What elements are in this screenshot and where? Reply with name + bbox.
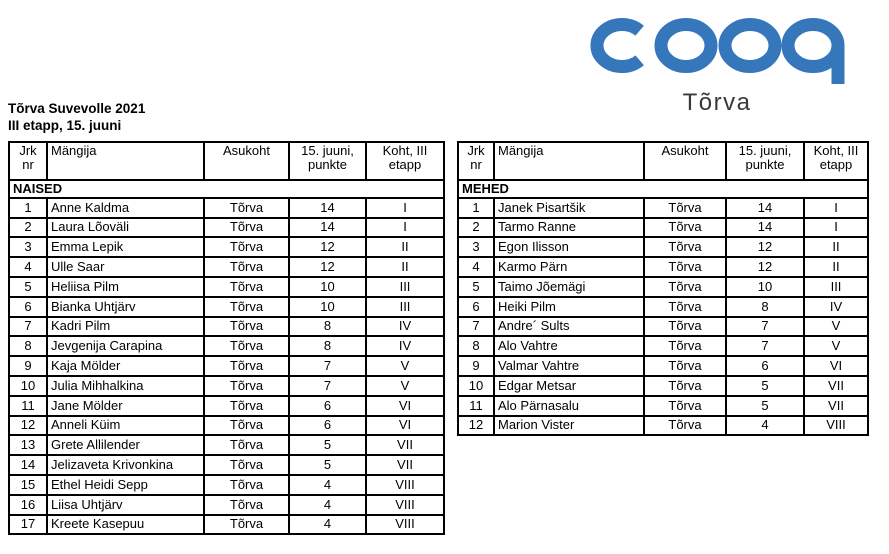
cell-player: Heiki Pilm [494,297,644,317]
header-points: 15. juuni, punkte [726,142,804,180]
table-row [458,376,868,396]
cell-place: VI [804,356,868,376]
cell-player: Anne Kaldma [47,198,204,218]
table-row [458,317,868,337]
cell-location: Tõrva [204,317,289,337]
cell-points: 6 [726,356,804,376]
section-row [9,180,444,198]
table-row [9,435,444,455]
header-location: Asukoht [204,142,289,180]
table-row [458,257,868,277]
cell-location: Tõrva [204,435,289,455]
cell-points: 12 [289,257,366,277]
cell-location: Tõrva [204,297,289,317]
cell-player: Laura Lõoväli [47,218,204,238]
table-row [9,297,444,317]
table-header [458,142,868,180]
table-row [9,336,444,356]
cell-rank: 12 [9,416,47,436]
title-line2: III etapp, 15. juuni [8,118,122,133]
cell-rank: 5 [458,277,494,297]
cell-location: Tõrva [644,277,726,297]
cell-points: 10 [289,277,366,297]
cell-player: Andre´ Sults [494,317,644,337]
cell-player: Anneli Küim [47,416,204,436]
cell-location: Tõrva [644,416,726,436]
cell-rank: 10 [9,376,47,396]
coop-logo [588,14,846,117]
cell-points: 14 [726,198,804,218]
cell-points: 4 [289,495,366,515]
cell-rank: 9 [458,356,494,376]
cell-player: Kaja Mölder [47,356,204,376]
cell-points: 12 [726,257,804,277]
section-row [458,180,868,198]
cell-player: Jelizaveta Krivonkina [47,455,204,475]
cell-location: Tõrva [204,198,289,218]
table-row [9,396,444,416]
cell-place: I [366,198,444,218]
table-header [9,142,444,180]
cell-rank: 13 [9,435,47,455]
cell-player: Ethel Heidi Sepp [47,475,204,495]
cell-location: Tõrva [204,336,289,356]
header-location: Asukoht [644,142,726,180]
cell-place: IV [804,297,868,317]
cell-place: VIII [366,475,444,495]
cell-location: Tõrva [644,317,726,337]
cell-player: Jane Mölder [47,396,204,416]
header-rank: Jrk nr [9,142,47,180]
cell-location: Tõrva [204,475,289,495]
cell-location: Tõrva [204,416,289,436]
cell-player: Edgar Metsar [494,376,644,396]
cell-player: Valmar Vahtre [494,356,644,376]
cell-points: 7 [289,356,366,376]
table-row [9,356,444,376]
cell-location: Tõrva [644,297,726,317]
cell-points: 4 [289,475,366,495]
table-row [458,198,868,218]
cell-points: 10 [289,297,366,317]
cell-location: Tõrva [204,218,289,238]
cell-location: Tõrva [644,237,726,257]
table-row [458,277,868,297]
cell-points: 6 [289,416,366,436]
cell-rank: 15 [9,475,47,495]
cell-place: III [804,277,868,297]
cell-rank: 11 [9,396,47,416]
cell-place: VI [366,416,444,436]
table-row [9,475,444,495]
cell-player: Kadri Pilm [47,317,204,337]
cell-points: 5 [726,396,804,416]
cell-points: 7 [289,376,366,396]
cell-place: VI [366,396,444,416]
cell-location: Tõrva [204,237,289,257]
cell-place: III [366,277,444,297]
table-row [458,356,868,376]
coop-logo-subtitle: Tõrva [682,89,752,116]
cell-rank: 9 [9,356,47,376]
cell-location: Tõrva [204,257,289,277]
cell-player: Tarmo Ranne [494,218,644,238]
cell-rank: 4 [458,257,494,277]
table-row [458,416,868,436]
cell-points: 8 [289,317,366,337]
cell-place: VII [804,376,868,396]
header-rank: Jrk nr [458,142,494,180]
cell-place: I [366,218,444,238]
table-row [9,495,444,515]
cell-rank: 14 [9,455,47,475]
cell-location: Tõrva [204,356,289,376]
cell-place: II [804,237,868,257]
cell-place: VII [366,455,444,475]
cell-rank: 3 [9,237,47,257]
cell-points: 12 [289,237,366,257]
cell-points: 10 [726,277,804,297]
cell-player: Kreete Kasepuu [47,515,204,535]
cell-rank: 6 [458,297,494,317]
cell-place: II [366,237,444,257]
cell-place: III [366,297,444,317]
cell-place: I [804,198,868,218]
cell-place: IV [366,336,444,356]
cell-points: 6 [289,396,366,416]
header-place: Koht, III etapp [366,142,444,180]
cell-place: V [804,336,868,356]
table-row [9,376,444,396]
cell-player: Bianka Uhtjärv [47,297,204,317]
cell-points: 14 [726,218,804,238]
cell-player: Alo Pärnasalu [494,396,644,416]
table-row [9,257,444,277]
cell-player: Jevgenija Carapina [47,336,204,356]
cell-player: Liisa Uhtjärv [47,495,204,515]
cell-location: Tõrva [644,336,726,356]
table-row [9,455,444,475]
cell-points: 14 [289,198,366,218]
cell-rank: 3 [458,237,494,257]
header-player: Mängija [494,142,644,180]
cell-location: Tõrva [644,198,726,218]
cell-points: 5 [289,435,366,455]
cell-location: Tõrva [204,495,289,515]
cell-points: 7 [726,317,804,337]
cell-rank: 2 [458,218,494,238]
cell-player: Marion Vister [494,416,644,436]
table-row [458,297,868,317]
cell-player: Karmo Pärn [494,257,644,277]
table-row [9,277,444,297]
cell-location: Tõrva [204,277,289,297]
cell-place: VIII [366,495,444,515]
cell-rank: 1 [458,198,494,218]
table-row [458,218,868,238]
table-row [458,237,868,257]
cell-rank: 2 [9,218,47,238]
title-line1: Tõrva Suvevolle 2021 [8,101,146,116]
header-player: Mängija [47,142,204,180]
cell-points: 4 [726,416,804,436]
cell-location: Tõrva [644,257,726,277]
cell-points: 8 [726,297,804,317]
cell-rank: 10 [458,376,494,396]
cell-points: 5 [289,455,366,475]
cell-points: 12 [726,237,804,257]
cell-place: I [804,218,868,238]
cell-place: V [804,317,868,337]
table-row [9,198,444,218]
cell-rank: 16 [9,495,47,515]
table-row [458,396,868,416]
cell-location: Tõrva [204,396,289,416]
section-label: MEHED [458,180,868,198]
cell-points: 5 [726,376,804,396]
cell-rank: 11 [458,396,494,416]
cell-place: V [366,356,444,376]
cell-place: V [366,376,444,396]
cell-player: Egon Ilisson [494,237,644,257]
cell-location: Tõrva [644,218,726,238]
cell-rank: 8 [458,336,494,356]
table-row [9,317,444,337]
cell-place: VII [366,435,444,455]
cell-location: Tõrva [204,455,289,475]
header-place: Koht, III etapp [804,142,868,180]
cell-rank: 8 [9,336,47,356]
cell-player: Taimo Jõemägi [494,277,644,297]
cell-rank: 7 [9,317,47,337]
cell-place: VIII [366,515,444,535]
cell-player: Alo Vahtre [494,336,644,356]
cell-player: Julia Mihhalkina [47,376,204,396]
cell-rank: 6 [9,297,47,317]
section-label: NAISED [9,180,444,198]
cell-points: 8 [289,336,366,356]
cell-rank: 17 [9,515,47,535]
table-row [9,218,444,238]
cell-location: Tõrva [644,376,726,396]
cell-player: Heliisa Pilm [47,277,204,297]
cell-place: VIII [804,416,868,436]
cell-points: 14 [289,218,366,238]
cell-player: Janek Pisartšik [494,198,644,218]
cell-rank: 7 [458,317,494,337]
cell-rank: 4 [9,257,47,277]
document-title [8,100,145,134]
cell-player: Ulle Saar [47,257,204,277]
cell-location: Tõrva [644,396,726,416]
table-row [9,416,444,436]
table-row [9,237,444,257]
cell-place: II [804,257,868,277]
cell-location: Tõrva [204,376,289,396]
cell-rank: 12 [458,416,494,436]
cell-points: 7 [726,336,804,356]
cell-player: Emma Lepik [47,237,204,257]
cell-points: 4 [289,515,366,535]
results-table-naised [8,141,445,535]
table-row [458,336,868,356]
cell-place: II [366,257,444,277]
cell-location: Tõrva [644,356,726,376]
cell-rank: 5 [9,277,47,297]
header-points: 15. juuni, punkte [289,142,366,180]
coop-logo-icon [588,14,846,88]
table-row [9,515,444,535]
cell-player: Grete Allilender [47,435,204,455]
cell-place: IV [366,317,444,337]
cell-location: Tõrva [204,515,289,535]
cell-rank: 1 [9,198,47,218]
results-table-mehed [457,141,869,436]
cell-place: VII [804,396,868,416]
